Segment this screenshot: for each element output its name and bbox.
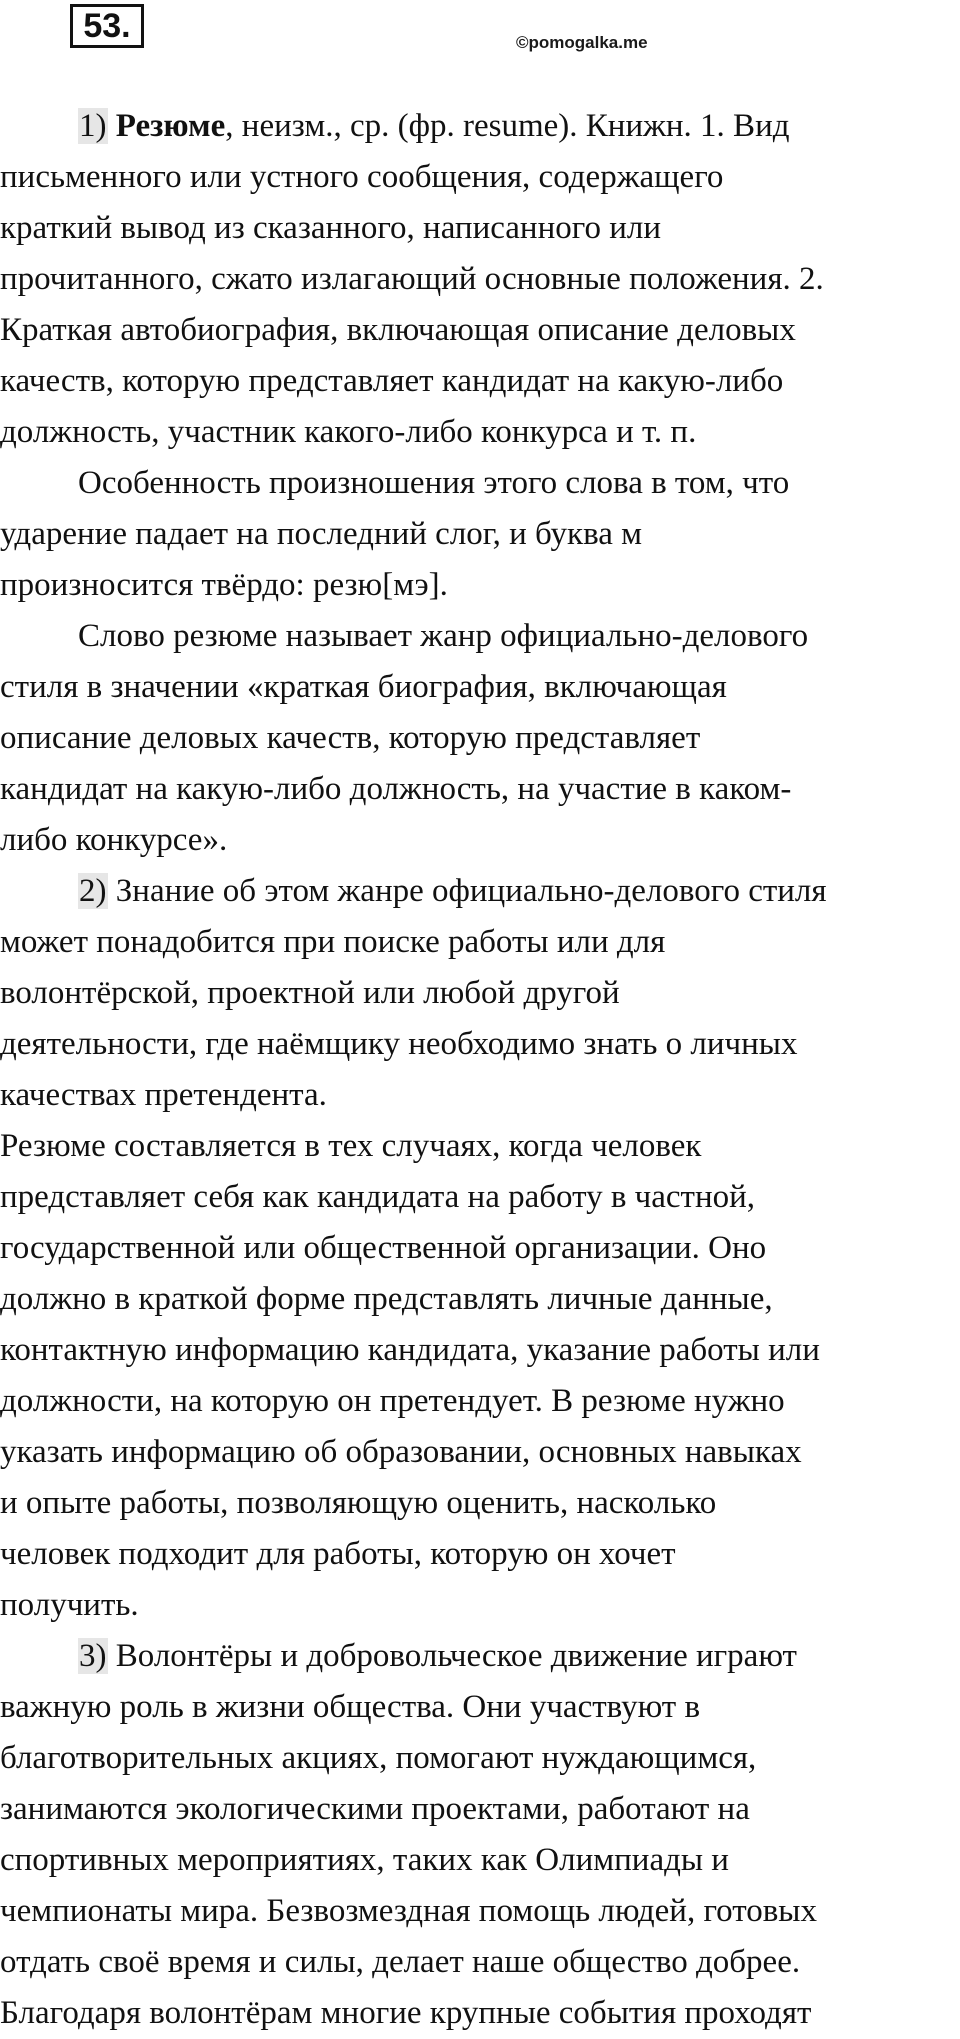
text-line: Знание об этом жанре официально-делового стиля	[107, 873, 827, 909]
paragraph-6-line: отдать своё время и силы, делает наше общество добрее.	[0, 1944, 801, 1980]
paragraph-3-line: либо конкурсе».	[0, 822, 228, 858]
paragraph-1-line: письменного или устного сообщения, содержащего	[0, 159, 724, 195]
paragraph-6-line: спортивных мероприятиях, таких как Олимпиады и	[0, 1842, 729, 1878]
paragraph-5-line: должно в краткой форме представлять личные данные,	[0, 1281, 773, 1317]
paragraph-2-line: ударение падает на последний слог, и буква м	[0, 516, 643, 552]
dictionary-term: Резюме	[115, 108, 226, 144]
answer-text	[0, 101, 960, 2039]
paragraph-6-line: Благодаря волонтёрам многие крупные события проходят	[0, 1995, 812, 2031]
paragraph-6-line: важную роль в жизни общества. Они участвуют в	[0, 1689, 701, 1725]
paragraph-4-line	[0, 866, 960, 917]
paragraph-1-line: Краткая автобиография, включающая описание деловых	[0, 312, 796, 348]
paragraph-2-line: Особенность произношения этого слова в том, что	[78, 465, 790, 501]
paragraph-4-line: может понадобится при поиске работы или для	[0, 924, 666, 960]
item-marker-2: 2)	[79, 873, 107, 909]
paragraph-5-line: государственной или общественной организации. Оно	[0, 1230, 767, 1266]
item-marker-1: 1)	[79, 108, 107, 144]
text-line: Волонтёры и добровольческое движение играют	[107, 1638, 797, 1674]
paragraph-3-line: кандидат на какую-либо должность, на участие в каком-	[0, 771, 792, 807]
paragraph-2-line: произносится твёрдо: резю[мэ].	[0, 567, 448, 603]
paragraph-1-line	[0, 101, 960, 152]
paragraph-1-line: прочитанного, сжато излагающий основные положения. 2.	[0, 261, 824, 297]
paragraph-5-line: указать информацию об образовании, основных навыках	[0, 1434, 802, 1470]
paragraph-5-line: должности, на которую он претендует. В резюме нужно	[0, 1383, 785, 1419]
paragraph-5-line: представляет себя как кандидата на работу в частной,	[0, 1179, 756, 1215]
task-number: 53.	[70, 4, 144, 48]
paragraph-4-line: волонтёрской, проектной или любой другой	[0, 975, 620, 1011]
paragraph-6-line: чемпионаты мира. Безвозмездная помощь людей, готовых	[0, 1893, 817, 1929]
paragraph-1-line: должность, участник какого-либо конкурса и т. п.	[0, 414, 697, 450]
paragraph-1-line: краткий вывод из сказанного, написанного или	[0, 210, 661, 246]
paragraph-4-line: качествах претендента.	[0, 1077, 327, 1113]
paragraph-5-line: человек подходит для работы, которую он хочет	[0, 1536, 676, 1572]
text-line: , неизм., ср. (фр. resume). Книжн. 1. Вид	[225, 108, 790, 144]
paragraph-1-line: качеств, которую представляет кандидат на какую-либо	[0, 363, 784, 399]
watermark: ©pomogalka.me	[516, 33, 648, 52]
paragraph-5-line: и опыте работы, позволяющую оценить, насколько	[0, 1485, 717, 1521]
paragraph-6-line: занимаются экологическими проектами, работают на	[0, 1791, 750, 1827]
paragraph-5-line: получить.	[0, 1587, 139, 1623]
paragraph-5-line: контактную информацию кандидата, указание работы или	[0, 1332, 820, 1368]
paragraph-4-line: деятельности, где наёмщику необходимо знать о личных	[0, 1026, 798, 1062]
paragraph-5-line: Резюме составляется в тех случаях, когда человек	[0, 1128, 702, 1164]
item-marker-3: 3)	[79, 1638, 107, 1674]
paragraph-3-line: стиля в значении «краткая биография, включающая	[0, 669, 727, 705]
paragraph-6-line: благотворительных акциях, помогают нуждающимся,	[0, 1740, 757, 1776]
paragraph-3-line: Слово резюме называет жанр официально-делового	[78, 618, 809, 654]
paragraph-3-line: описание деловых качеств, которую представляет	[0, 720, 701, 756]
paragraph-6-line	[0, 1631, 960, 1682]
